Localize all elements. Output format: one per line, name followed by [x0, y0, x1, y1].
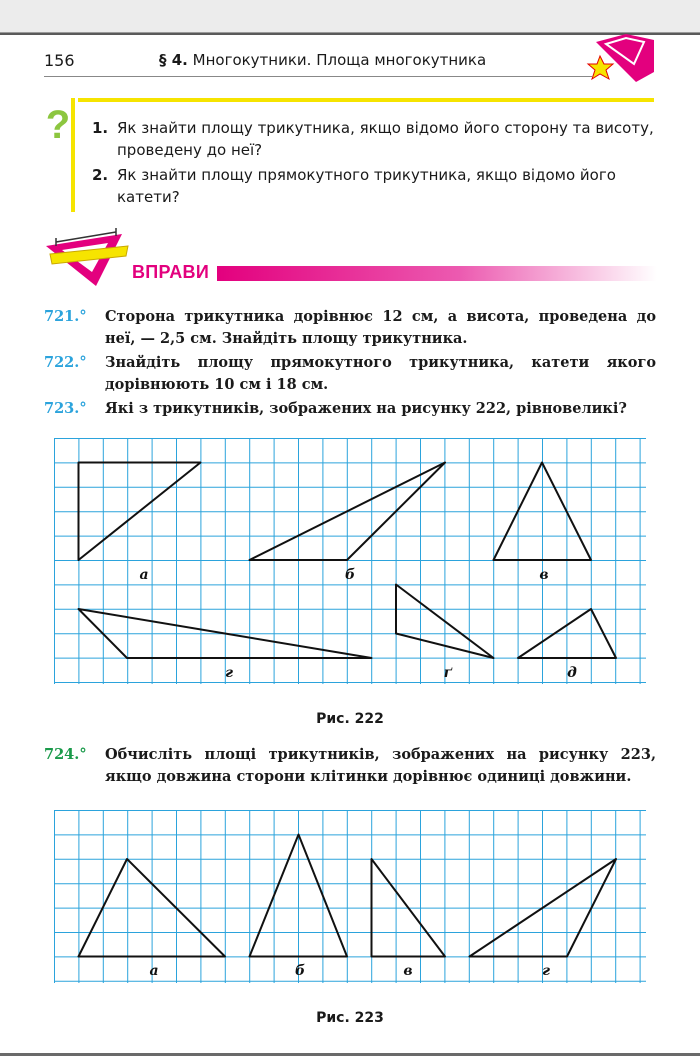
- page-number: 156: [44, 51, 75, 70]
- label-g-prime: ґ: [443, 665, 453, 681]
- section-label: § 4.: [159, 51, 188, 69]
- exercise-text: Обчисліть площі трикутників, зображених на рисунку 223, якщо довжина сторони клітинки дорівнює одиниці довжини.: [105, 746, 656, 785]
- exercise-number: 722.°: [44, 354, 87, 371]
- question-number: 1.: [92, 119, 109, 137]
- question-item: [92, 117, 654, 161]
- label-d: д: [567, 665, 577, 681]
- exercise-724: [44, 744, 656, 788]
- section-title: [159, 51, 486, 69]
- header-rule: [44, 76, 592, 77]
- viewer-top-bar: [0, 0, 700, 33]
- label-v: в: [403, 963, 413, 979]
- figure-222-grid: [54, 438, 646, 684]
- exercise-text: Які з трикутників, зображених на рисунку 222, рівновеликі?: [105, 400, 627, 417]
- exercise-723: [44, 398, 656, 420]
- exercise-text: Сторона трикутника дорівнює 12 см, а висота, проведена до неї, — 2,5 см. Знайдіть площу трикутника.: [105, 308, 656, 347]
- question-mark-icon: [44, 98, 78, 212]
- exercise-722: [44, 352, 656, 396]
- label-g: г: [225, 665, 233, 681]
- section-title-text: Многокутники. Площа многокутника: [192, 51, 487, 69]
- exercises-heading: ВПРАВИ: [132, 262, 210, 282]
- svg-text:?: ?: [45, 103, 71, 147]
- question-text: Як знайти площу прямокутного трикутника, якщо відомо його катети?: [117, 166, 616, 206]
- ruler-triangle-icon: [44, 228, 132, 292]
- label-v: в: [539, 567, 549, 583]
- exercise-721: [44, 306, 656, 350]
- questions-top-line: [78, 98, 654, 102]
- label-a: а: [149, 963, 159, 979]
- exercises-heading-bar: [217, 266, 657, 281]
- exercise-number: 724.°: [44, 746, 87, 763]
- exercise-number: 723.°: [44, 400, 87, 417]
- question-item: [92, 164, 654, 208]
- label-g: г: [542, 963, 550, 979]
- exercise-number: 721.°: [44, 308, 87, 325]
- exercise-text: Знайдіть площу прямокутного трикутника, катети якого дорівнюють 10 см і 18 см.: [105, 354, 656, 393]
- review-questions: [92, 117, 654, 211]
- figure-223-caption: Рис. 223: [316, 1010, 384, 1026]
- question-text: Як знайти площу трикутника, якщо відомо його сторону та висоту, проведену до неї?: [117, 119, 654, 159]
- question-number: 2.: [92, 166, 109, 184]
- label-a: а: [139, 567, 149, 583]
- figure-222-caption: Рис. 222: [316, 711, 384, 727]
- label-b: б: [344, 567, 356, 583]
- label-b: б: [294, 963, 306, 979]
- header-star-decoration-icon: [576, 34, 666, 94]
- figure-223-grid: [54, 810, 646, 983]
